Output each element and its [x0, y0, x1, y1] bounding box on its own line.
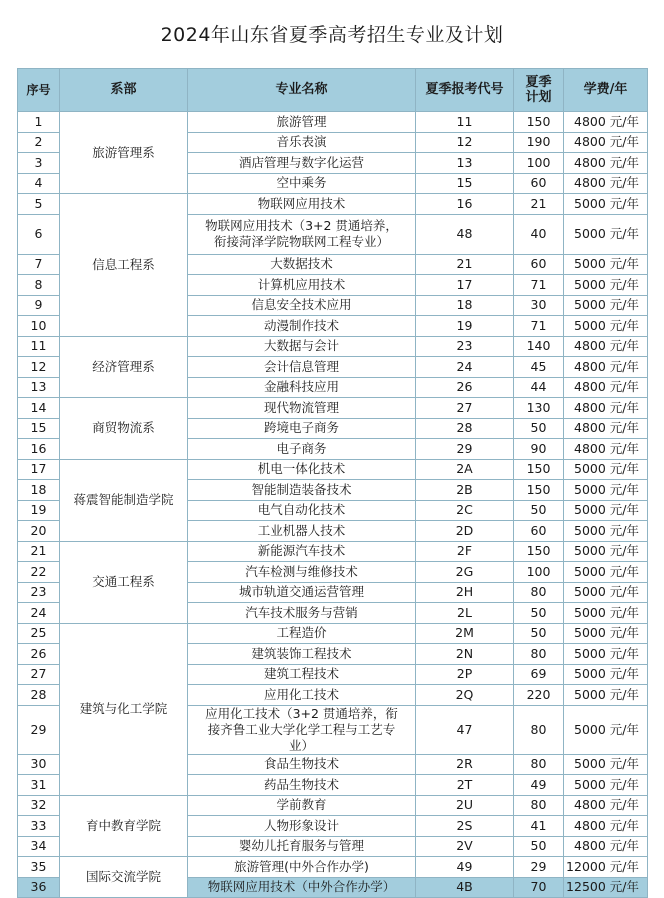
table-body	[18, 112, 648, 898]
exam-code-cell: 4B	[416, 877, 514, 898]
plan-count-cell: 44	[514, 377, 564, 398]
major-name-cell: 物联网应用技术（中外合作办学）	[188, 877, 416, 898]
row-no-cell: 8	[18, 275, 60, 296]
page-title: 2024年山东省夏季高考招生专业及计划	[160, 24, 504, 46]
tuition-cell: 4800 元/年	[564, 336, 648, 357]
tuition-cell: 5000 元/年	[564, 664, 648, 685]
table-header-row	[18, 69, 648, 112]
exam-code-cell: 2S	[416, 816, 514, 837]
exam-code-cell: 49	[416, 857, 514, 878]
enrollment-table	[17, 68, 648, 898]
row-no-cell: 30	[18, 754, 60, 775]
major-name-cell: 电子商务	[188, 439, 416, 460]
tuition-cell: 4800 元/年	[564, 153, 648, 174]
row-no-cell: 22	[18, 562, 60, 583]
row-no-cell: 29	[18, 705, 60, 754]
major-name-cell: 食品生物技术	[188, 754, 416, 775]
major-name-cell: 应用化工技术	[188, 685, 416, 706]
exam-code-cell: 27	[416, 398, 514, 419]
tuition-cell: 4800 元/年	[564, 439, 648, 460]
plan-count-cell: 140	[514, 336, 564, 357]
tuition-cell: 4800 元/年	[564, 836, 648, 857]
plan-count-cell: 71	[514, 275, 564, 296]
tuition-cell: 5000 元/年	[564, 459, 648, 480]
tuition-cell: 5000 元/年	[564, 254, 648, 275]
row-no-cell: 5	[18, 194, 60, 215]
major-name-cell: 工业机器人技术	[188, 521, 416, 542]
plan-count-cell: 49	[514, 775, 564, 796]
plan-count-cell: 150	[514, 459, 564, 480]
tuition-cell: 4800 元/年	[564, 112, 648, 133]
department-cell: 旅游管理系	[60, 112, 188, 194]
exam-code-cell: 24	[416, 357, 514, 378]
row-no-cell: 3	[18, 153, 60, 174]
plan-count-cell: 80	[514, 705, 564, 754]
exam-code-cell: 2V	[416, 836, 514, 857]
plan-count-cell: 130	[514, 398, 564, 419]
header-major: 专业名称	[188, 69, 416, 112]
plan-count-cell: 100	[514, 562, 564, 583]
exam-code-cell: 2M	[416, 623, 514, 644]
department-cell: 国际交流学院	[60, 857, 188, 898]
table-row	[18, 336, 648, 357]
plan-count-cell: 40	[514, 214, 564, 254]
exam-code-cell: 2F	[416, 541, 514, 562]
major-name-cell: 会计信息管理	[188, 357, 416, 378]
tuition-cell: 5000 元/年	[564, 562, 648, 583]
plan-count-cell: 100	[514, 153, 564, 174]
plan-count-cell: 71	[514, 316, 564, 337]
major-name-cell: 动漫制作技术	[188, 316, 416, 337]
tuition-cell: 12000 元/年	[564, 857, 648, 878]
row-no-cell: 33	[18, 816, 60, 837]
plan-count-cell: 80	[514, 795, 564, 816]
row-no-cell: 32	[18, 795, 60, 816]
major-name-cell: 信息安全技术应用	[188, 295, 416, 316]
table-row	[18, 398, 648, 419]
tuition-cell: 5000 元/年	[564, 644, 648, 665]
exam-code-cell: 21	[416, 254, 514, 275]
header-plan: 夏季计划	[514, 69, 564, 112]
major-name-cell: 物联网应用技术（3+2 贯通培养，衔接菏泽学院物联网工程专业）	[188, 214, 416, 254]
tuition-cell: 5000 元/年	[564, 685, 648, 706]
department-cell: 建筑与化工学院	[60, 623, 188, 795]
exam-code-cell: 2G	[416, 562, 514, 583]
plan-count-cell: 50	[514, 623, 564, 644]
tuition-cell: 4800 元/年	[564, 398, 648, 419]
row-no-cell: 12	[18, 357, 60, 378]
department-cell: 经济管理系	[60, 336, 188, 398]
row-no-cell: 36	[18, 877, 60, 898]
plan-count-cell: 150	[514, 112, 564, 133]
exam-code-cell: 2Q	[416, 685, 514, 706]
row-no-cell: 19	[18, 500, 60, 521]
exam-code-cell: 12	[416, 132, 514, 153]
plan-count-cell: 80	[514, 582, 564, 603]
major-name-cell: 酒店管理与数字化运营	[188, 153, 416, 174]
table-row	[18, 112, 648, 133]
row-no-cell: 27	[18, 664, 60, 685]
row-no-cell: 18	[18, 480, 60, 501]
major-name-cell: 音乐表演	[188, 132, 416, 153]
major-name-cell: 汽车检测与维修技术	[188, 562, 416, 583]
exam-code-cell: 2U	[416, 795, 514, 816]
major-name-cell: 跨境电子商务	[188, 418, 416, 439]
exam-code-cell: 15	[416, 173, 514, 194]
exam-code-cell: 2B	[416, 480, 514, 501]
exam-code-cell: 47	[416, 705, 514, 754]
exam-code-cell: 16	[416, 194, 514, 215]
table-row	[18, 795, 648, 816]
row-no-cell: 2	[18, 132, 60, 153]
exam-code-cell: 2A	[416, 459, 514, 480]
exam-code-cell: 11	[416, 112, 514, 133]
exam-code-cell: 13	[416, 153, 514, 174]
exam-code-cell: 26	[416, 377, 514, 398]
major-name-cell: 现代物流管理	[188, 398, 416, 419]
exam-code-cell: 23	[416, 336, 514, 357]
plan-count-cell: 50	[514, 500, 564, 521]
tuition-cell: 4800 元/年	[564, 795, 648, 816]
plan-count-cell: 50	[514, 836, 564, 857]
exam-code-cell: 2P	[416, 664, 514, 685]
tuition-cell: 4800 元/年	[564, 418, 648, 439]
major-name-cell: 建筑装饰工程技术	[188, 644, 416, 665]
row-no-cell: 7	[18, 254, 60, 275]
row-no-cell: 35	[18, 857, 60, 878]
tuition-cell: 5000 元/年	[564, 275, 648, 296]
plan-count-cell: 80	[514, 754, 564, 775]
row-no-cell: 20	[18, 521, 60, 542]
row-no-cell: 6	[18, 214, 60, 254]
major-name-cell: 物联网应用技术	[188, 194, 416, 215]
plan-count-cell: 90	[514, 439, 564, 460]
row-no-cell: 26	[18, 644, 60, 665]
plan-count-cell: 60	[514, 521, 564, 542]
major-name-cell: 电气自动化技术	[188, 500, 416, 521]
tuition-cell: 5000 元/年	[564, 541, 648, 562]
tuition-cell: 5000 元/年	[564, 582, 648, 603]
plan-count-cell: 29	[514, 857, 564, 878]
major-name-cell: 大数据技术	[188, 254, 416, 275]
major-name-cell: 计算机应用技术	[188, 275, 416, 296]
row-no-cell: 17	[18, 459, 60, 480]
major-name-cell: 金融科技应用	[188, 377, 416, 398]
major-name-cell: 学前教育	[188, 795, 416, 816]
tuition-cell: 5000 元/年	[564, 754, 648, 775]
plan-count-cell: 30	[514, 295, 564, 316]
major-name-cell: 智能制造装备技术	[188, 480, 416, 501]
row-no-cell: 4	[18, 173, 60, 194]
department-cell: 信息工程系	[60, 194, 188, 337]
exam-code-cell: 2R	[416, 754, 514, 775]
major-name-cell: 旅游管理(中外合作办学)	[188, 857, 416, 878]
tuition-cell: 5000 元/年	[564, 623, 648, 644]
department-cell: 商贸物流系	[60, 398, 188, 460]
tuition-cell: 5000 元/年	[564, 775, 648, 796]
major-name-cell: 旅游管理	[188, 112, 416, 133]
major-name-cell: 城市轨道交通运营管理	[188, 582, 416, 603]
major-name-cell: 空中乘务	[188, 173, 416, 194]
major-name-cell: 应用化工技术（3+2 贯通培养，衔接齐鲁工业大学化学工程与工艺专业）	[188, 705, 416, 754]
table-row	[18, 623, 648, 644]
major-name-cell: 药品生物技术	[188, 775, 416, 796]
tuition-cell: 5000 元/年	[564, 603, 648, 624]
major-name-cell: 新能源汽车技术	[188, 541, 416, 562]
tuition-cell: 12500 元/年	[564, 877, 648, 898]
row-no-cell: 16	[18, 439, 60, 460]
major-name-cell: 建筑工程技术	[188, 664, 416, 685]
plan-count-cell: 41	[514, 816, 564, 837]
row-no-cell: 24	[18, 603, 60, 624]
exam-code-cell: 48	[416, 214, 514, 254]
row-no-cell: 25	[18, 623, 60, 644]
exam-code-cell: 19	[416, 316, 514, 337]
row-no-cell: 9	[18, 295, 60, 316]
plan-count-cell: 70	[514, 877, 564, 898]
exam-code-cell: 2N	[416, 644, 514, 665]
tuition-cell: 5000 元/年	[564, 480, 648, 501]
row-no-cell: 10	[18, 316, 60, 337]
table-row	[18, 459, 648, 480]
tuition-cell: 5000 元/年	[564, 521, 648, 542]
tuition-cell: 4800 元/年	[564, 816, 648, 837]
header-dept: 系部	[60, 69, 188, 112]
tuition-cell: 5000 元/年	[564, 500, 648, 521]
plan-count-cell: 69	[514, 664, 564, 685]
plan-count-cell: 60	[514, 254, 564, 275]
exam-code-cell: 17	[416, 275, 514, 296]
tuition-cell: 4800 元/年	[564, 377, 648, 398]
exam-code-cell: 28	[416, 418, 514, 439]
major-name-cell: 工程造价	[188, 623, 416, 644]
row-no-cell: 34	[18, 836, 60, 857]
major-name-cell: 大数据与会计	[188, 336, 416, 357]
plan-count-cell: 150	[514, 480, 564, 501]
exam-code-cell: 2T	[416, 775, 514, 796]
tuition-cell: 4800 元/年	[564, 132, 648, 153]
tuition-cell: 5000 元/年	[564, 316, 648, 337]
row-no-cell: 11	[18, 336, 60, 357]
header-code: 夏季报考代号	[416, 69, 514, 112]
major-name-cell: 婴幼儿托育服务与管理	[188, 836, 416, 857]
plan-count-cell: 190	[514, 132, 564, 153]
row-no-cell: 21	[18, 541, 60, 562]
row-no-cell: 15	[18, 418, 60, 439]
tuition-cell: 5000 元/年	[564, 705, 648, 754]
tuition-cell: 5000 元/年	[564, 295, 648, 316]
row-no-cell: 14	[18, 398, 60, 419]
plan-count-cell: 150	[514, 541, 564, 562]
exam-code-cell: 2D	[416, 521, 514, 542]
major-name-cell: 机电一体化技术	[188, 459, 416, 480]
table-row	[18, 857, 648, 878]
plan-count-cell: 80	[514, 644, 564, 665]
department-cell: 育中教育学院	[60, 795, 188, 857]
header-no: 序号	[18, 69, 60, 112]
exam-code-cell: 2H	[416, 582, 514, 603]
tuition-cell: 4800 元/年	[564, 173, 648, 194]
table-row	[18, 541, 648, 562]
exam-code-cell: 18	[416, 295, 514, 316]
exam-code-cell: 2L	[416, 603, 514, 624]
plan-count-cell: 45	[514, 357, 564, 378]
tuition-cell: 4800 元/年	[564, 357, 648, 378]
plan-count-cell: 21	[514, 194, 564, 215]
exam-code-cell: 2C	[416, 500, 514, 521]
exam-code-cell: 29	[416, 439, 514, 460]
tuition-cell: 5000 元/年	[564, 194, 648, 215]
plan-count-cell: 60	[514, 173, 564, 194]
plan-count-cell: 220	[514, 685, 564, 706]
table-row	[18, 194, 648, 215]
row-no-cell: 23	[18, 582, 60, 603]
header-fee: 学费/年	[564, 69, 648, 112]
row-no-cell: 31	[18, 775, 60, 796]
major-name-cell: 人物形象设计	[188, 816, 416, 837]
plan-count-cell: 50	[514, 418, 564, 439]
major-name-cell: 汽车技术服务与营销	[188, 603, 416, 624]
row-no-cell: 28	[18, 685, 60, 706]
row-no-cell: 1	[18, 112, 60, 133]
department-cell: 交通工程系	[60, 541, 188, 623]
row-no-cell: 13	[18, 377, 60, 398]
tuition-cell: 5000 元/年	[564, 214, 648, 254]
plan-count-cell: 50	[514, 603, 564, 624]
department-cell: 蒋震智能制造学院	[60, 459, 188, 541]
